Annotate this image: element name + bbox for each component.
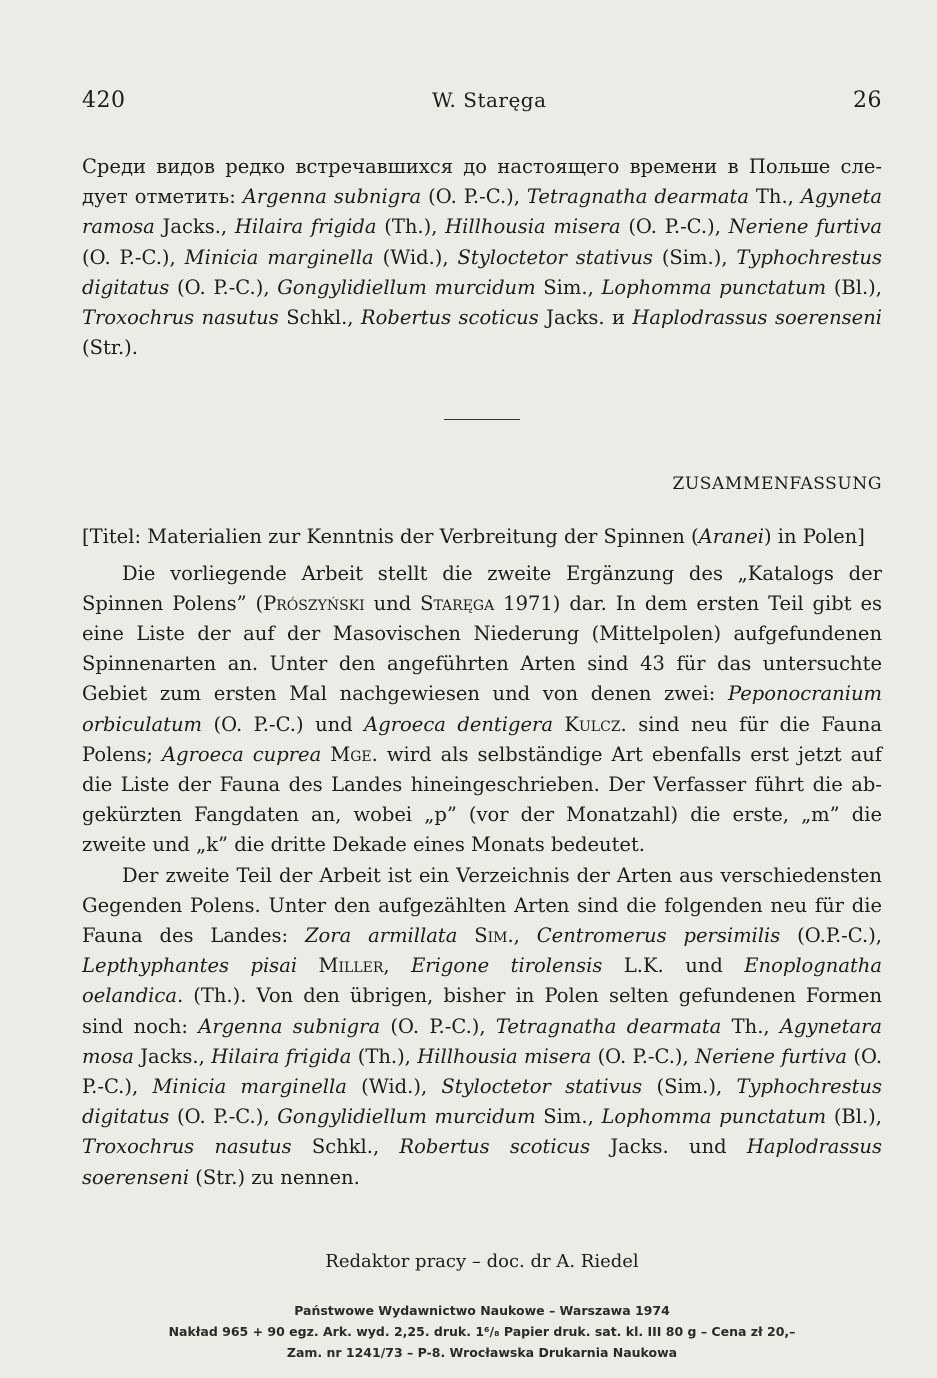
text-run: und (364, 591, 421, 615)
text-run: (O. P.-C.) und (202, 712, 365, 736)
author-name: Kulcz. (552, 712, 627, 736)
polish-paragraph (82, 152, 882, 363)
text-run: (O. P.-C.), (169, 1105, 278, 1129)
summary-paragraph-2 (82, 861, 882, 1193)
species-name: Neriene furtiva (695, 1044, 848, 1068)
text-run: (Str.) zu nennen. (189, 1165, 360, 1189)
summary-paragraph-1 (82, 559, 882, 861)
species-name: Centromerus persimilis (536, 924, 781, 948)
imprint (82, 1300, 882, 1363)
author-name: Staręga (420, 591, 495, 615)
species-name: Agynetara mosa (82, 1014, 883, 1068)
species-name: Hillhousia misera (417, 1044, 592, 1068)
text-run: (O. P.-C.), (380, 1014, 496, 1038)
text-run: Th., (721, 1014, 780, 1038)
species-name: Enoplognatha oelandica. (82, 954, 882, 1008)
species-name: Styloctetor stativus (457, 245, 653, 269)
text-run: (O. P.-C.), (82, 1044, 883, 1099)
species-name: Agyneta ramosa (82, 185, 883, 239)
species-name: Lophomma punctatum (601, 1105, 827, 1129)
species-name: Hilaira frigida (234, 215, 377, 239)
species-name: Agroeca dentigera (364, 712, 553, 736)
summary-heading: ZUSAMMENFASSUNG (672, 474, 882, 495)
imprint-print-details: Nakład 965 + 90 egz. Ark. wyd. 2,25. druk. 1⁶/₈ Papier druk. sat. kl. III 80 g – Cena zł 20,– (168, 1323, 796, 1339)
species-name: Tetragnatha dearmata (495, 1014, 722, 1038)
text-run: (Sim.), (642, 1075, 737, 1099)
species-name: Hilaira frigida (211, 1044, 352, 1068)
imprint-publisher: Państwowe Wydawnictwo Naukowe – Warszawa 1974 (294, 1302, 670, 1318)
text-run: (Wid.), (373, 245, 458, 269)
text-run: Die vorliegende Arbeit stellt die zweite Ergänzung des „Katalogs der Spinnen Polens” ( (82, 561, 882, 615)
text-run: (Bl.), (826, 275, 882, 299)
text-run: Среди видов редко встречавшихся до настоящего времени в Польше следует отметить: (82, 155, 882, 209)
section-divider (444, 419, 520, 420)
text-run: (Str.). (82, 336, 138, 360)
text-run: (Sim.), (652, 245, 737, 269)
species-name: Lophomma punctatum (601, 275, 827, 299)
species-name: Robertus scoticus (360, 306, 539, 330)
text-run: 1971) dar. In dem ersten Teil gibt es eine Liste der auf der Masovischen Niederung (Mittelpolen) aufgefundenen Spinnenarten an. Unter den angeführten Arten sind 43 für das untersuchte Gebiet zum ersten Mal nachgewiesen und von denen zwei: (82, 591, 883, 706)
species-name: Gongylidiellum murcidum (277, 275, 536, 299)
text-run: (Bl.), (826, 1105, 882, 1129)
text-run: Schkl., (291, 1135, 400, 1159)
text-run: (O. P.-C.), (620, 215, 729, 239)
text-run: Schkl., (278, 306, 361, 330)
species-name: Typhochrestus digitatus (82, 245, 882, 299)
species-name: Styloctetor stativus (441, 1075, 643, 1099)
text-run: , (513, 924, 537, 948)
species-name: Hillhousia misera (445, 215, 621, 239)
summary-title-line (82, 522, 882, 552)
text-run: Sim., (535, 275, 602, 299)
species-name: Haplodrassus soerenseni (82, 1135, 882, 1189)
text-run: Jacks., (154, 215, 235, 239)
text-run: sind neu für die Fauna Polens; (82, 712, 882, 766)
species-name: Troxochrus nasutus (82, 1135, 292, 1159)
species-name: Typhochrestus digitatus (82, 1075, 882, 1129)
text-run: (Th.). Von den übrigen, bisher in Polen selten gefundenen Formen sind noch: (82, 984, 882, 1038)
text-run: (O. P.-C.), (82, 245, 185, 269)
running-head-author: W. Staręga (431, 88, 547, 112)
text-run: Jacks. und (590, 1135, 747, 1159)
text-run: Th., (748, 185, 801, 209)
text-run: wird als selbständige Art ebenfalls erst jetzt auf die Liste der Fauna des Landes hineingeschrieben. Der Verfasser führt die abgekürzten Fangdaten an, wobei „p” (vor der Monatzahl) die erste, „m” die zweite und „k” die dritte Dekade eines Monats bedeutet. (82, 742, 882, 857)
species-name: Robertus scoticus (399, 1135, 591, 1159)
text-run: Jacks., (133, 1044, 212, 1068)
text-run: Sim., (535, 1105, 602, 1129)
text-run: Der zweite Teil der Arbeit ist ein Verzeichnis der Arten aus verschiedensten Gegenden Polens. Unter den aufgezählten Arten sind die folgenden neu für die Fauna des Landes: (82, 863, 882, 948)
species-name: Tetragnatha dearmata (526, 185, 749, 209)
text-run: (O. P.-C.), (591, 1044, 696, 1068)
species-name: Minicia marginella (152, 1075, 347, 1099)
author-name: Sim. (457, 924, 514, 948)
editor-line: Redaktor pracy – doc. dr A. Riedel (325, 1250, 639, 1272)
text-run: (Th.), (351, 1044, 418, 1068)
species-name: Troxochrus nasutus (82, 306, 279, 330)
text-run: (Wid.), (346, 1075, 442, 1099)
text-run: , (383, 954, 412, 978)
text-run: (O. P.-C.), (169, 275, 278, 299)
author-name: Miller (297, 954, 384, 978)
text-run: [Titel: Materialien zur Kenntnis der Verbreitung der Spinnen ( (82, 525, 699, 549)
species-name: Zora armillata (305, 924, 458, 948)
article-number: 26 (853, 88, 882, 113)
species-name: Argenna subnigra (242, 185, 422, 209)
species-name: Peponocranium orbiculatum (82, 682, 882, 736)
page-number: 420 (82, 88, 126, 113)
running-header (82, 88, 882, 118)
text-run: L.K. und (602, 954, 745, 978)
species-name: Argenna subnigra (198, 1014, 381, 1038)
text-run: Jacks. и (538, 306, 633, 330)
text-run: (O. P.-C.), (421, 185, 527, 209)
species-name: Agroeca cuprea (162, 742, 322, 766)
text-run: (O.P.-C.), (780, 924, 882, 948)
page (82, 88, 882, 1363)
species-name: Erigone tirolensis (411, 954, 603, 978)
species-name: Lepthyphantes pisai (82, 954, 298, 978)
species-name: Haplodrassus soerenseni (632, 306, 882, 330)
taxon-name: Aranei (698, 525, 764, 549)
species-name: Neriene furtiva (728, 215, 882, 239)
author-name: Prószyński (263, 591, 365, 615)
author-name: Mge. (321, 742, 378, 766)
species-name: Gongylidiellum murcidum (277, 1105, 536, 1129)
imprint-order: Zam. nr 1241/73 – P-8. Wrocławska Drukarnia Naukowa (286, 1344, 678, 1360)
text-run: (Th.), (376, 215, 446, 239)
text-run: ) in Polen] (763, 525, 865, 549)
species-name: Minicia marginella (184, 245, 374, 269)
